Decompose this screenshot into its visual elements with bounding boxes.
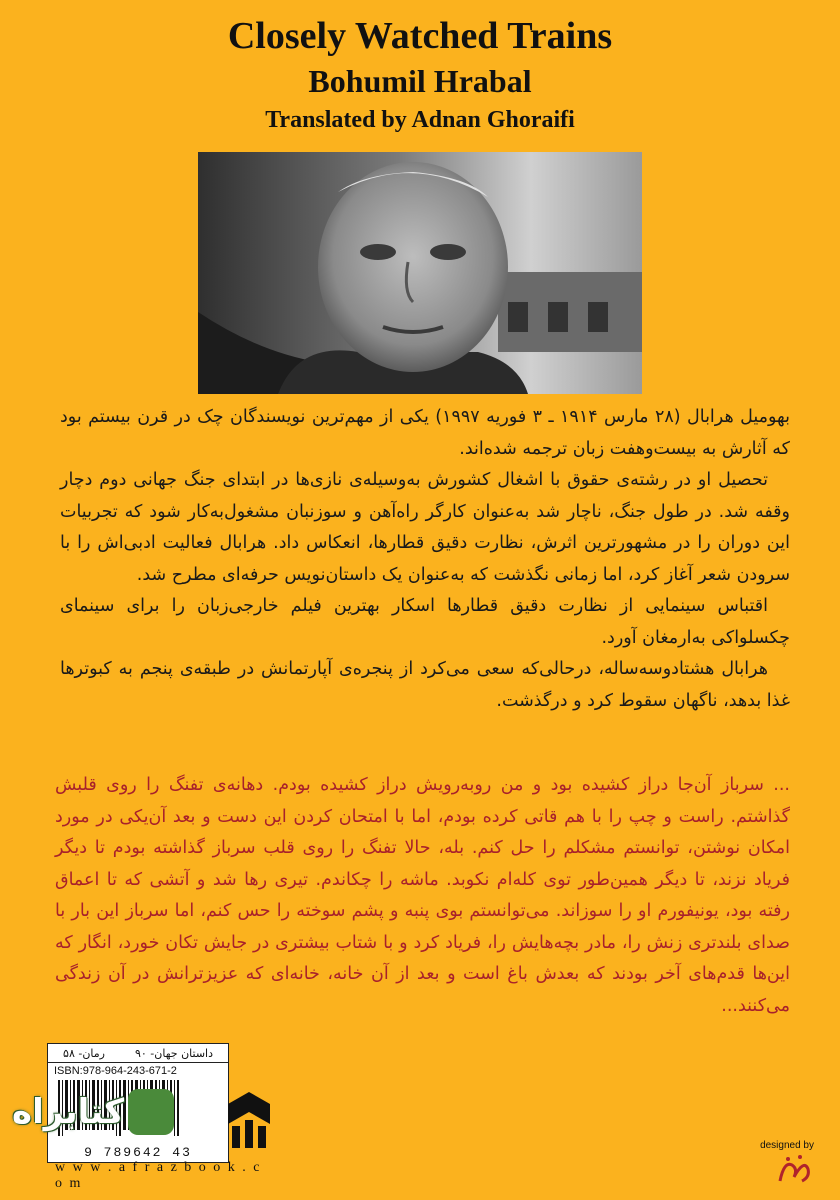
bio-paragraph: تحصیل او در رشته‌ی حقوق با اشغال کشورش به‌وسیله‌ی نازی‌ها در ابتدای جنگ جهانی دوم دچار وقفه شد. در طول جنگ، ناچار شد به‌عنوان کارگر راه‌آهن و سوزنبان مشغول‌به‌کار شود که تجربیات این دوران را در مشهورترین اثرش، نظارت دقیق قطارها، انعکاس داد. هرابال فعالیت ادبی‌اش را با سرودن شعر آغاز کرد، اما زمانی نگذشت که به‌عنوان یک داستان‌نویس حرفه‌ای مطرح شد. <box>60 470 790 585</box>
designer-signature-icon <box>774 1151 814 1187</box>
book-title: Closely Watched Trains <box>227 15 613 57</box>
barcode-digits: 9 789642 43 <box>84 1145 192 1160</box>
afraz-publisher-logo-icon <box>226 1090 272 1152</box>
watermark-text: کتابراه <box>12 1092 125 1132</box>
ketabrah-watermark <box>12 1082 174 1142</box>
ketabrah-logo-icon <box>128 1089 174 1135</box>
designer-label: designed by <box>760 1140 814 1151</box>
author-photo <box>198 152 642 394</box>
bio-paragraph: اقتباس سینمایی از نظارت دقیق قطارها اسکار بهترین فیلم خارجی‌زبان را برای سینمای چکسلواکی به‌ارمغان آورد. <box>60 596 790 648</box>
designer-credit <box>744 1140 814 1191</box>
book-excerpt: ... سرباز آن‌جا دراز کشیده بود و من روبه‌رویش دراز کشیده بودم. دهانه‌ی تفنگ را روی قلبش گذاشتم. راست و چپ را با هم قاتی کرده بودم، اما با امتحان کردن این دست و بعد آن‌یکی در مورد امکان نوشتن، توانستم مشکلم را حل کنم. بله، حالا تفنگ را روی قلب سرباز گذاشته بودم تا دیگر فریاد نزند، تا دیگر همین‌طور توی کله‌ام نکوبد. ماشه را چکاندم. تیری رها شد و آتشی که تا اعماق رفته بود، یونیفورم او را سوزاند. می‌توانستم بوی پنبه و پشم سوخته را حس کنم، اما سرباز این بار با صدای بلندتری زنش را، مادر بچه‌هایش را، فریاد کرد و با شتاب بیشتری در جایش تکان خورد، انگار که این‌ها قدم‌های آخر بودند که بعدش باغ است و بعد از آن خانه، خانه‌ای که عزیزترانش در آن زندگی می‌کنند... <box>55 775 790 1016</box>
cover-header <box>0 12 840 138</box>
isbn-text: ISBN:978-964-243-671-2 <box>54 1065 177 1077</box>
novel-number: رمان- ۵۸ <box>63 1046 105 1060</box>
author-portrait-image <box>198 152 642 394</box>
author-biography <box>60 402 790 717</box>
author-name: Bohumil Hrabal <box>308 63 532 99</box>
series-label: داستان جهان- ۹۰ <box>134 1046 213 1060</box>
publisher-website: w w w . a f r a z b o o k . c o m <box>55 1160 262 1191</box>
translator-credit: Translated by Adnan Ghoraifi <box>265 107 575 133</box>
bio-paragraph: هرابال هشتادوسه‌ساله، درحالی‌که سعی می‌کرد از پنجره‌ی آپارتمانش در طبقه‌ی پنجم به کبوترها غذا بدهد، ناگهان سقوط کرد و درگذشت. <box>60 659 790 711</box>
bio-paragraph: بهومیل هرابال (۲۸ مارس ۱۹۱۴ ـ ۳ فوریه ۱۹۹۷) یکی از مهم‌ترین نویسندگان چک در قرن بیستم بود که آثارش به بیست‌وهفت زبان ترجمه شده‌اند. <box>60 407 790 459</box>
series-info <box>48 1044 228 1063</box>
